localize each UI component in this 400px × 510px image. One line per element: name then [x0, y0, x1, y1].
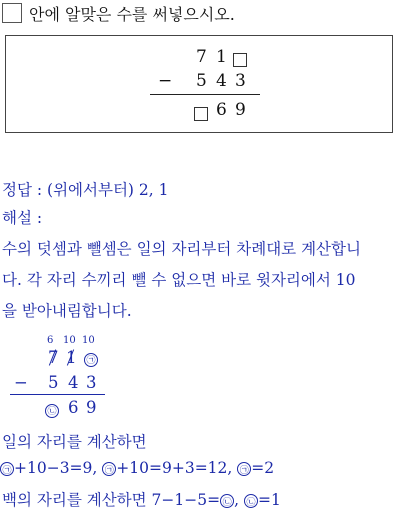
ones-calc-title: 일의 자리를 계산하면: [2, 433, 147, 451]
solution-digit: 9: [86, 398, 97, 417]
solution-digit: 1: [66, 348, 77, 367]
hundreds-eq-part: 백의 자리를 계산하면 7−1−5=: [2, 491, 221, 509]
solution-digit: 3: [86, 373, 97, 392]
hundreds-calc-equation: [2, 488, 281, 510]
solution-digit: 6: [68, 398, 79, 417]
problem-digit: 4: [216, 71, 227, 91]
circle-a-marker: ㉠: [102, 462, 116, 476]
explanation-line: 수의 덧셈과 뺄셈은 일의 자리부터 차례대로 계산합니: [2, 240, 361, 258]
answer-blank-box: [2, 3, 22, 23]
explanation-line: 다. 각 자리 수끼리 뺄 수 없으면 바로 윗자리에서 10: [2, 271, 356, 289]
minus-sign: −: [14, 373, 28, 392]
question-text: 안에 알맞은 수를 써넣으시오.: [29, 4, 235, 24]
borrow-mark: 6: [47, 335, 54, 346]
answer-line: 정답 : (위에서부터) 2, 1: [2, 181, 169, 199]
question-header: [0, 0, 235, 26]
problem-digit: 6: [216, 100, 227, 120]
explanation-line: 을 받아내림합니다.: [2, 302, 132, 320]
circle-b-marker: ㉡: [45, 400, 59, 419]
circle-b-marker: ㉡: [220, 494, 234, 508]
circle-a-marker: ㉠: [237, 462, 251, 476]
ones-calc-equation: [0, 459, 274, 477]
subtraction-line: [150, 94, 260, 95]
hundreds-eq-sep: ,: [234, 491, 240, 509]
answer-blank-box: [194, 103, 208, 123]
problem-frame: [5, 35, 393, 133]
ones-eq-part: +10−3=9,: [14, 459, 98, 477]
answer-blank-box: [233, 49, 247, 69]
problem-digit: 7: [196, 47, 207, 67]
problem-digit: 9: [235, 100, 246, 120]
problem-digit: 1: [216, 47, 227, 67]
solution-digit: 7: [48, 348, 59, 367]
solution-digit: 5: [48, 373, 59, 392]
borrow-mark: 10: [82, 335, 95, 346]
problem-digit: 5: [196, 71, 207, 91]
solution-digit: 4: [68, 373, 79, 392]
ones-eq-part: +10=9+3=12,: [116, 459, 233, 477]
hundreds-eq-part: =1: [257, 491, 281, 509]
worked-subtraction: [0, 335, 140, 425]
circle-a-marker: ㉠: [0, 462, 14, 476]
minus-sign: −: [158, 71, 173, 91]
problem-digit: 3: [235, 71, 246, 91]
ones-eq-part: =2: [251, 459, 275, 477]
explanation-title: 해설 :: [2, 209, 43, 227]
borrow-mark: 10: [63, 335, 76, 346]
solution-line: [10, 394, 105, 395]
circle-b-marker: ㉡: [244, 494, 258, 508]
circle-a-marker: ㉠: [84, 349, 98, 368]
